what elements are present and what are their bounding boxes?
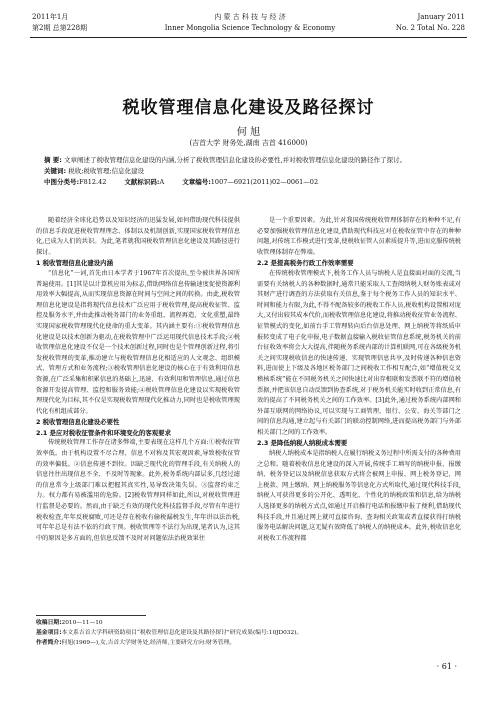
abstract-label: 摘 要: bbox=[44, 156, 62, 164]
running-header bbox=[0, 0, 497, 58]
paragraph: “信息化”一词,首先由日本学者于1967年首次提出,至今被世界各国所普遍使用。[1]其是以计算机应用为标志,借助网络信息传输速度促使资源利用效率大幅提高,从而实现信息资源在时间与空间之间的转换。由此,税收管理信息化建设是指将现代信息技术广泛应用于税收管理,提高税收征管、监控及服务水平,并由此推动税务部门的业务重组、流程再造、文化重塑,最终实现国家税收管理现代化使命的重大变革。其内涵主要有:①税收管理信息化建设是以技术创新为驱动,在税收管理中广泛运用现代信息技术手段;②税收管理信息化建设不仅是一个技术创新过程,同时也是个管理创新过程,将引发税收管理的变革,推动建立与税收管理信息化相适应的人文观念、组织模式、管理方式和业务流程;③税收管理信息化建设的核心在于有效利用信息资源,在广泛采集和积累信息的基础上,迅速、有效利用和管理信息,通过信息资源开发提高管理、监控和服务效能;④税收管理信息化建设以实现税收管理现代化为目标,其不仅是实现税收管理现代化推动力,同时也是税收管理现代化有机组成部分。 bbox=[36, 269, 240, 415]
section-heading: 2.3 是降低纳税人纳税成本需要 bbox=[257, 439, 348, 448]
body-column-right bbox=[257, 216, 461, 544]
journal-name bbox=[150, 12, 350, 34]
paragraph: 是一个重要因素。为此,针对我国传统税收管理体制存在的种种不足,有必要加强税收管理信息化建设,借助现代科技应对在税收征管中存在的种种问题,对传统工作模式进行变革,使税收征管人员素质提升等,进而克服传统税收管理体制存在弊端。 bbox=[257, 217, 461, 256]
abstract bbox=[44, 155, 454, 166]
classification-row bbox=[44, 177, 454, 188]
journal-name-en: Inner Mongolia Science Technology & Economy bbox=[164, 24, 336, 32]
section-heading: 2 税收管理信息化建设必要性 bbox=[36, 418, 120, 427]
issue-number-en: No. 2 Total No. 228 bbox=[395, 24, 465, 32]
header-divider bbox=[30, 37, 467, 38]
paragraph: 传统税收管理工作存在诸多弊端,主要表现在这样几个方面:①税收征管效率低。由于机构设置不尽合理、信息不对称及其宏观因素,导致税收征管的效率偏低。②信息传递不到位。因缺乏现代化的管理手段,有关纳税人的信息往往出现信息不全、不及时等现象。此外,税务系统内部层多,几经过滤的信息常今上级部门难以把握其真实性,易导致决策失误。③监督约束乏力。权力都有易被滥用的危险。[2]税收管理同样如此,所以,对税收管理进行监督是必要的。然而,由于缺乏有效的现代化科技监督手段,尽管有年进行税收检查,年年反税腐败,可还是存在税收有偷税漏税发生,年年讲以法治税,可年年总是有法不依的行政干预。税收管理等不法行为出现,笔者认为,这其中的原因是多方面的,但信息反馈不及时对问题依法治税效果往 bbox=[36, 439, 240, 542]
journal-name-cn: 内 蒙 古 科 技 与 经 济 bbox=[214, 13, 286, 21]
received-date: 收稿日期:2010—11—10 bbox=[36, 620, 103, 626]
section-heading: 1 税收管理信息化建设内涵 bbox=[36, 259, 113, 268]
issue-info-en bbox=[396, 12, 465, 34]
paragraph: 在传统税收管理模式下,税务工作人员与纳税人是直接面对面的交流,当需要有关纳税人的各种数据时,通常只能采取人工查阅纳税人财务账表或对其财产进行调查的方法获取有关信息,鉴于每个税务工作人员的知识水平、时间和能力有限,为此,不得不配备较多的税收工作人员,税收机构设置相对庞大,又付出较其成本代价,而税收管理信息化建设,将推动税收征管业务流程、征管模式的变化,如前台手工管理转向后台信息处理、网上纳税等将纸质申报转变成了电子化申报,电子数据直接输入税收征管信息系统,税务机关的前台征收效率将会大大提高,伴随税务系统内部的计算机联网,可在各级税务机关之间实现税收信息的快速传递、实现管理信息共享,及时传递各种信息资料,进而使上下级及各地区税务部门之间税收工作相互配合,如“增值税交叉稽核系统”能在不同税务机关之间快速比对出存根联和发票联不符的增值税票据,并把该信息自动反馈到协查系统,对于税务机关能实时收到正常信息,有效的提高了不同税务机关之间的工作效率。[3]此外,通过税务系统内部网和外部互联网的网络协议,可以实现与工商管理、银行、公安、海关等部门之间的信息沟通,建立起与有关部门的联动控制网络,进而提高税务部门与外部相关部门之间的工作效率。 bbox=[257, 269, 461, 436]
page-number: · 61 · bbox=[436, 662, 457, 671]
doc-code: 文献标识码:A bbox=[124, 178, 165, 186]
keywords-text: 税收;税收管理;信息化建设 bbox=[68, 167, 145, 175]
author-affiliation: (吉首大学 财务处,湖南 吉首 416000) bbox=[189, 139, 308, 147]
author-bio: 作者简介:何旭(1969—),女,吉首大学财务处,经济师,主要研究方向:财务管理。 bbox=[36, 640, 236, 646]
footnotes bbox=[36, 618, 456, 648]
issue-date: 2011年1月 bbox=[32, 13, 69, 21]
keywords bbox=[44, 166, 454, 177]
keywords-label: 关键词: bbox=[44, 167, 67, 175]
article-title: 税收管理信息化建设及路径探讨 bbox=[122, 98, 375, 118]
article-meta bbox=[44, 155, 454, 188]
fund-info: 基金项目:本文系吉首大学科研资助项目“税收管理信息化建设及其路径探讨”研究成果(编号:10JD032)。 bbox=[36, 630, 303, 636]
issue-number: 第2期 总第228期 bbox=[32, 24, 88, 32]
body-column-left bbox=[36, 216, 240, 544]
section-heading: 2.2 是提高税务行政工作效率需要 bbox=[257, 259, 354, 268]
paragraph: 纳税人纳税成本是指纳税人在履行纳税义务过程中所需支付的各种费用之总和。随着税收信息化建设的深入开展,传统手工填写的纳税申报、报缴纳、税务登记以及纳税信息获取方式将会被网上申报、网上税务登记、网上税款、网上缴纳、网上纳税服务等信息化方式所取代,通过现代科技手段,纳税人可获得更多的公开化、透明化、个性化的纳税政策和信息,给为纳税人选择更多的纳税方式点,如通过开启推行电话和报缴申报了便利,借助现代科技手段,并且通过网上就可直接咨询、查询相关政策或者直接获得打纳税服务电话解决问题,这无疑有效降低了纳税人的纳税成本。此外,税收信息化对税收工作流程都 bbox=[257, 450, 461, 542]
article-id: 文章编号:1007—6921(2011)02—0061—02 bbox=[182, 178, 319, 186]
section-heading: 2.1 是应对税收征管条件和环境变化的客观要求 bbox=[36, 428, 171, 437]
article-author: 何 旭 bbox=[236, 127, 261, 138]
footnote-divider bbox=[36, 615, 146, 616]
issue-info bbox=[32, 12, 87, 34]
abstract-text: 文章阐述了税收管理信息化建设的内涵,分析了税收管理信息化建设的必要性,并对税收管理信息化建设的路径作了探讨。 bbox=[63, 156, 407, 164]
paragraph: 随着经济全球化趋势以及知识经济的迅猛发展,如何借助现代科技提供的信息手段促进税收管理理念、体制以及机制创新,实现国家税收管理信息化,已成为人们的共识。为此,笔者就我国税收管理信息化建设及其路径进行探讨。 bbox=[36, 217, 240, 256]
issue-date-en: January 2011 bbox=[417, 13, 465, 21]
clc-code: 中图分类号:F812.42 bbox=[44, 178, 107, 186]
